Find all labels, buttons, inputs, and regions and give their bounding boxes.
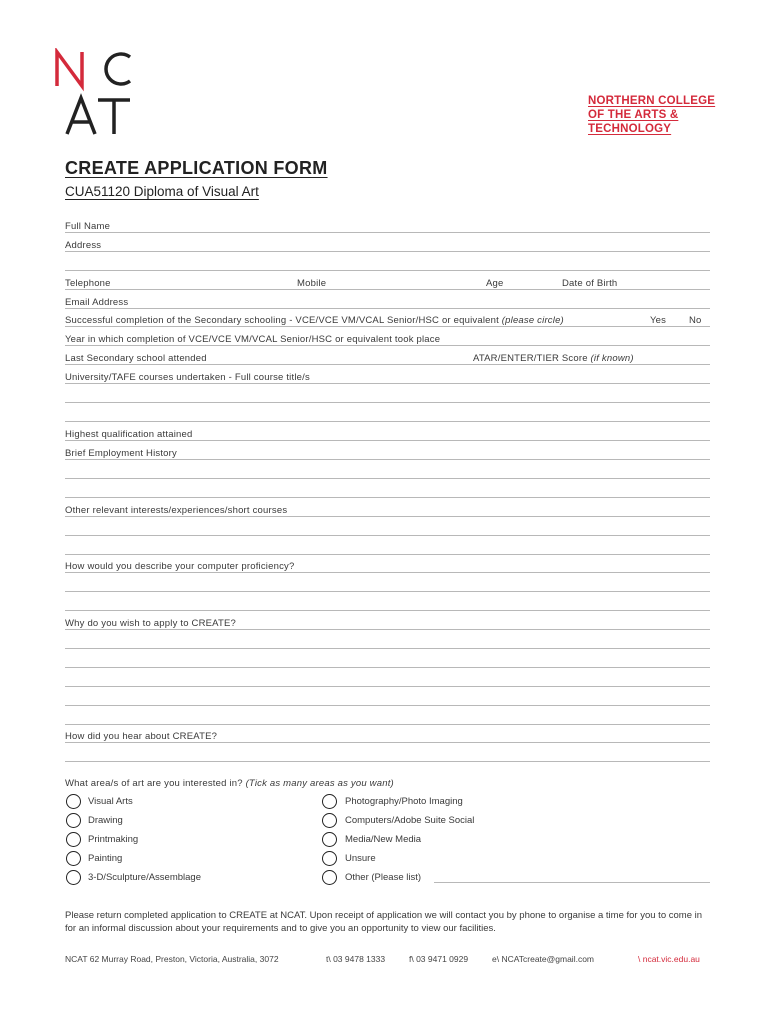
art-areas-hint: (Tick as many areas as you want): [245, 778, 394, 789]
dob-label: Date of Birth: [562, 278, 618, 289]
art-areas-text: What area/s of art are you interested in?: [65, 778, 243, 789]
age-label: Age: [486, 278, 504, 289]
address-label: Address: [65, 240, 102, 251]
logo-letter-c: [106, 54, 130, 84]
yes-option[interactable]: Yes: [650, 315, 667, 326]
sculpture-checkbox[interactable]: [66, 870, 81, 885]
hear-about-line-1[interactable]: [65, 742, 710, 743]
why-apply-line-6[interactable]: [65, 724, 710, 725]
college-name-line3: TECHNOLOGY: [588, 123, 672, 135]
footer-address: NCAT 62 Murray Road, Preston, Victoria, Australia, 3072: [65, 954, 279, 964]
logo-letter-t: [98, 100, 130, 134]
uni-courses-line-1[interactable]: [65, 383, 710, 384]
completion-year-label: Year in which completion of VCE/VCE VM/VCAL Senior/HSC or equivalent took place: [65, 334, 441, 345]
secondary-text: Successful completion of the Secondary schooling - VCE/VCE VM/VCAL Senior/HSC or equivalent: [65, 315, 499, 326]
atar-text: ATAR/ENTER/TIER Score: [473, 353, 588, 364]
visual-arts-checkbox[interactable]: [66, 794, 81, 809]
form-subtitle: CUA51120 Diploma of Visual Art: [65, 184, 259, 199]
interests-line-1[interactable]: [65, 516, 710, 517]
hear-about-label: How did you hear about CREATE?: [65, 731, 218, 742]
uni-courses-label: University/TAFE courses undertaken - Full course title/s: [65, 372, 310, 383]
why-apply-line-5[interactable]: [65, 705, 710, 706]
mobile-label: Mobile: [297, 278, 327, 289]
secondary-label: [65, 315, 564, 326]
computers-label: Computers/Adobe Suite Social: [345, 815, 475, 826]
media-checkbox[interactable]: [322, 832, 337, 847]
why-apply-line-3[interactable]: [65, 667, 710, 668]
highest-qual-label: Highest qualification attained: [65, 429, 193, 440]
college-name: [588, 94, 715, 136]
return-note: Please return completed application to CREATE at NCAT. Upon receipt of application we will contact you by phone to organise a time for you to come in for an informal discussion about your requirements and to give you an opportunity to view our facilities.: [65, 910, 703, 934]
last-school-label: Last Secondary school attended: [65, 353, 207, 364]
other-list-line[interactable]: [434, 882, 710, 883]
other-label: Other (Please list): [345, 872, 422, 883]
hear-about-line-2[interactable]: [65, 761, 710, 762]
why-apply-line-1[interactable]: [65, 629, 710, 630]
email-line[interactable]: [65, 308, 710, 309]
atar-label: [473, 353, 634, 364]
art-areas-label: [65, 778, 394, 789]
unsure-label: Unsure: [345, 853, 376, 864]
secondary-line: [65, 326, 710, 327]
form-title: CREATE APPLICATION FORM: [65, 158, 328, 178]
address-line-1[interactable]: [65, 251, 710, 252]
computer-line-2[interactable]: [65, 591, 710, 592]
footer-fax: f\ 03 9471 0929: [409, 954, 469, 964]
employment-label: Brief Employment History: [65, 448, 177, 459]
printmaking-checkbox[interactable]: [66, 832, 81, 847]
uni-courses-line-2[interactable]: [65, 402, 710, 403]
painting-label: Painting: [88, 853, 123, 864]
full-name-line[interactable]: [65, 232, 710, 233]
footer-web-link[interactable]: \ ncat.vic.edu.au: [638, 954, 700, 964]
uni-courses-line-3[interactable]: [65, 421, 710, 422]
employment-line-2[interactable]: [65, 478, 710, 479]
interests-line-3[interactable]: [65, 554, 710, 555]
visual-arts-label: Visual Arts: [88, 796, 133, 807]
computer-label: How would you describe your computer proficiency?: [65, 561, 295, 572]
secondary-hint: (please circle): [501, 315, 564, 326]
unsure-checkbox[interactable]: [322, 851, 337, 866]
computer-line-1[interactable]: [65, 572, 710, 573]
other-checkbox[interactable]: [322, 870, 337, 885]
why-apply-label: Why do you wish to apply to CREATE?: [65, 618, 237, 629]
completion-year-line[interactable]: [65, 345, 710, 346]
telephone-label: Telephone: [65, 278, 111, 289]
employment-line-1[interactable]: [65, 459, 710, 460]
ncat-logo: [52, 48, 137, 138]
highest-qual-line[interactable]: [65, 440, 710, 441]
email-label: Email Address: [65, 297, 129, 308]
telephone-line[interactable]: [65, 289, 710, 290]
computers-checkbox[interactable]: [322, 813, 337, 828]
photography-checkbox[interactable]: [322, 794, 337, 809]
media-label: Media/New Media: [345, 834, 422, 845]
painting-checkbox[interactable]: [66, 851, 81, 866]
atar-hint: (if known): [590, 353, 634, 364]
last-school-line[interactable]: [65, 364, 710, 365]
footer-phone: t\ 03 9478 1333: [326, 954, 386, 964]
computer-line-3[interactable]: [65, 610, 710, 611]
interests-label: Other relevant interests/experiences/short courses: [65, 505, 288, 516]
printmaking-label: Printmaking: [88, 834, 139, 845]
no-option[interactable]: No: [689, 315, 702, 326]
employment-line-3[interactable]: [65, 497, 710, 498]
why-apply-line-4[interactable]: [65, 686, 710, 687]
drawing-checkbox[interactable]: [66, 813, 81, 828]
full-name-label: Full Name: [65, 221, 111, 232]
why-apply-line-2[interactable]: [65, 648, 710, 649]
college-name-line1: NORTHERN COLLEGE: [588, 95, 716, 107]
footer-email[interactable]: e\ NCATcreate@gmail.com: [492, 954, 594, 964]
photography-label: Photography/Photo Imaging: [345, 796, 463, 807]
sculpture-label: 3-D/Sculpture/Assemblage: [88, 872, 201, 883]
logo-letter-a: [67, 98, 95, 134]
address-line-2[interactable]: [65, 270, 710, 271]
interests-line-2[interactable]: [65, 535, 710, 536]
drawing-label: Drawing: [88, 815, 123, 826]
college-name-line2: OF THE ARTS &: [588, 109, 679, 121]
logo-letter-n: [57, 52, 82, 86]
